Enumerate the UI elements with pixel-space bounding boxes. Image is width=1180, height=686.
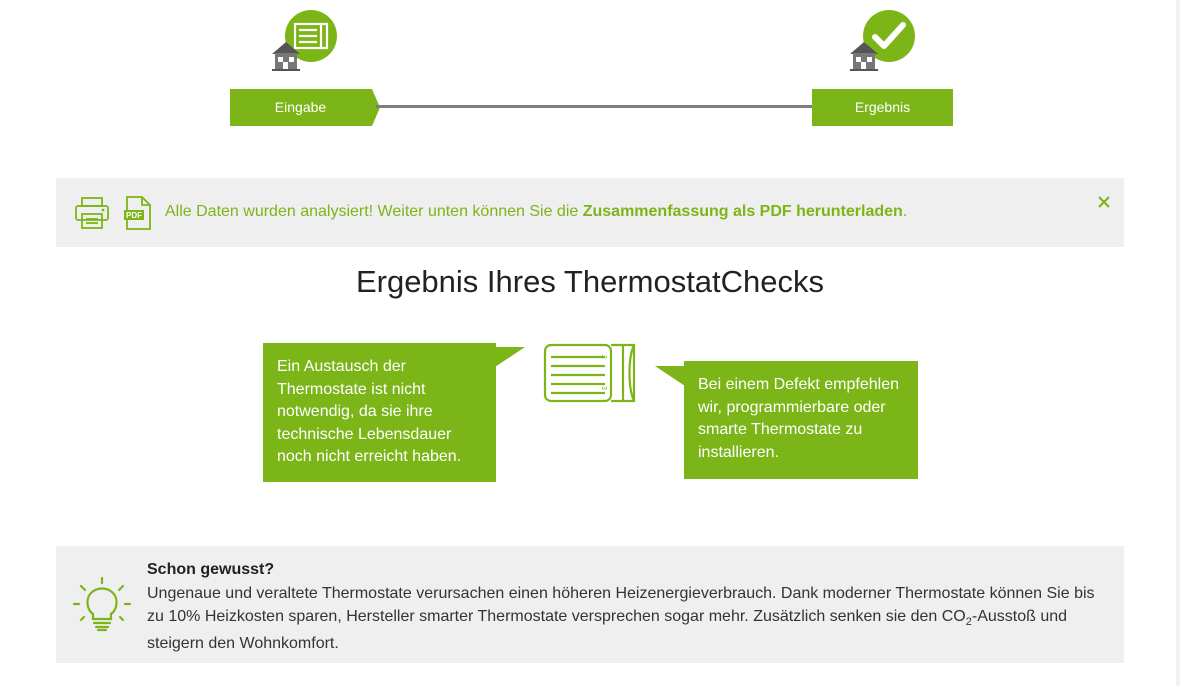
notice-text-end: .	[902, 203, 908, 220]
close-icon[interactable]	[1096, 194, 1112, 210]
result-left-bubble: Ein Austausch der Thermostate ist nicht notwendig, da sie ihre technische Lebensdauer noch nicht erreicht haben.	[263, 343, 496, 482]
checkmark-house-icon	[848, 10, 918, 74]
printer-icon[interactable]	[74, 196, 110, 230]
lightbulb-icon	[72, 576, 132, 636]
step-ergebnis[interactable]	[812, 89, 953, 126]
tip-body-text: Ungenaue und veraltete Thermostate verursachen einen höheren Heizenergieverbrauch. Dank moderner Thermostate können Sie bis zu 10% Heizkosten sparen, Hersteller smarter Thermostate versprechen sogar mehr. Zusätzlich senken sie den CO	[147, 585, 1095, 625]
thermostat-icon	[542, 342, 638, 406]
step-eingabe[interactable]	[230, 89, 371, 126]
pdf-icon[interactable]	[123, 195, 153, 231]
svg-text:2: 2	[600, 355, 607, 359]
svg-text:3: 3	[600, 386, 607, 390]
step-ergebnis-label: Ergebnis	[854, 99, 911, 115]
progress-line	[376, 105, 814, 108]
tip-body	[147, 583, 1107, 656]
tip-title: Schon gewusst?	[147, 561, 275, 578]
notice-message	[165, 203, 907, 221]
step-eingabe-label: Eingabe	[274, 99, 327, 115]
svg-text:PDF: PDF	[126, 211, 142, 220]
tip-body-subscript: 2	[965, 615, 972, 628]
notice-text: Alle Daten wurden analysiert! Weiter unten können Sie die	[165, 203, 583, 220]
page-title: Ergebnis Ihres ThermostatChecks	[355, 264, 825, 299]
pdf-download-link[interactable]: Zusammenfassung als PDF herunterladen	[582, 203, 903, 220]
left-bubble-tail	[495, 343, 525, 367]
tip-box	[56, 546, 1124, 663]
result-right-bubble: Bei einem Defekt empfehlen wir, programmierbare oder smarte Thermostate zu installieren.	[684, 361, 918, 479]
notice-banner	[56, 178, 1124, 247]
tip-body-text-end: -Ausstoß und steigern den Wohnkomfort.	[147, 607, 1068, 653]
right-bubble-tail	[655, 366, 685, 386]
page-edge	[1176, 0, 1180, 686]
thermostat-house-icon	[270, 10, 340, 74]
